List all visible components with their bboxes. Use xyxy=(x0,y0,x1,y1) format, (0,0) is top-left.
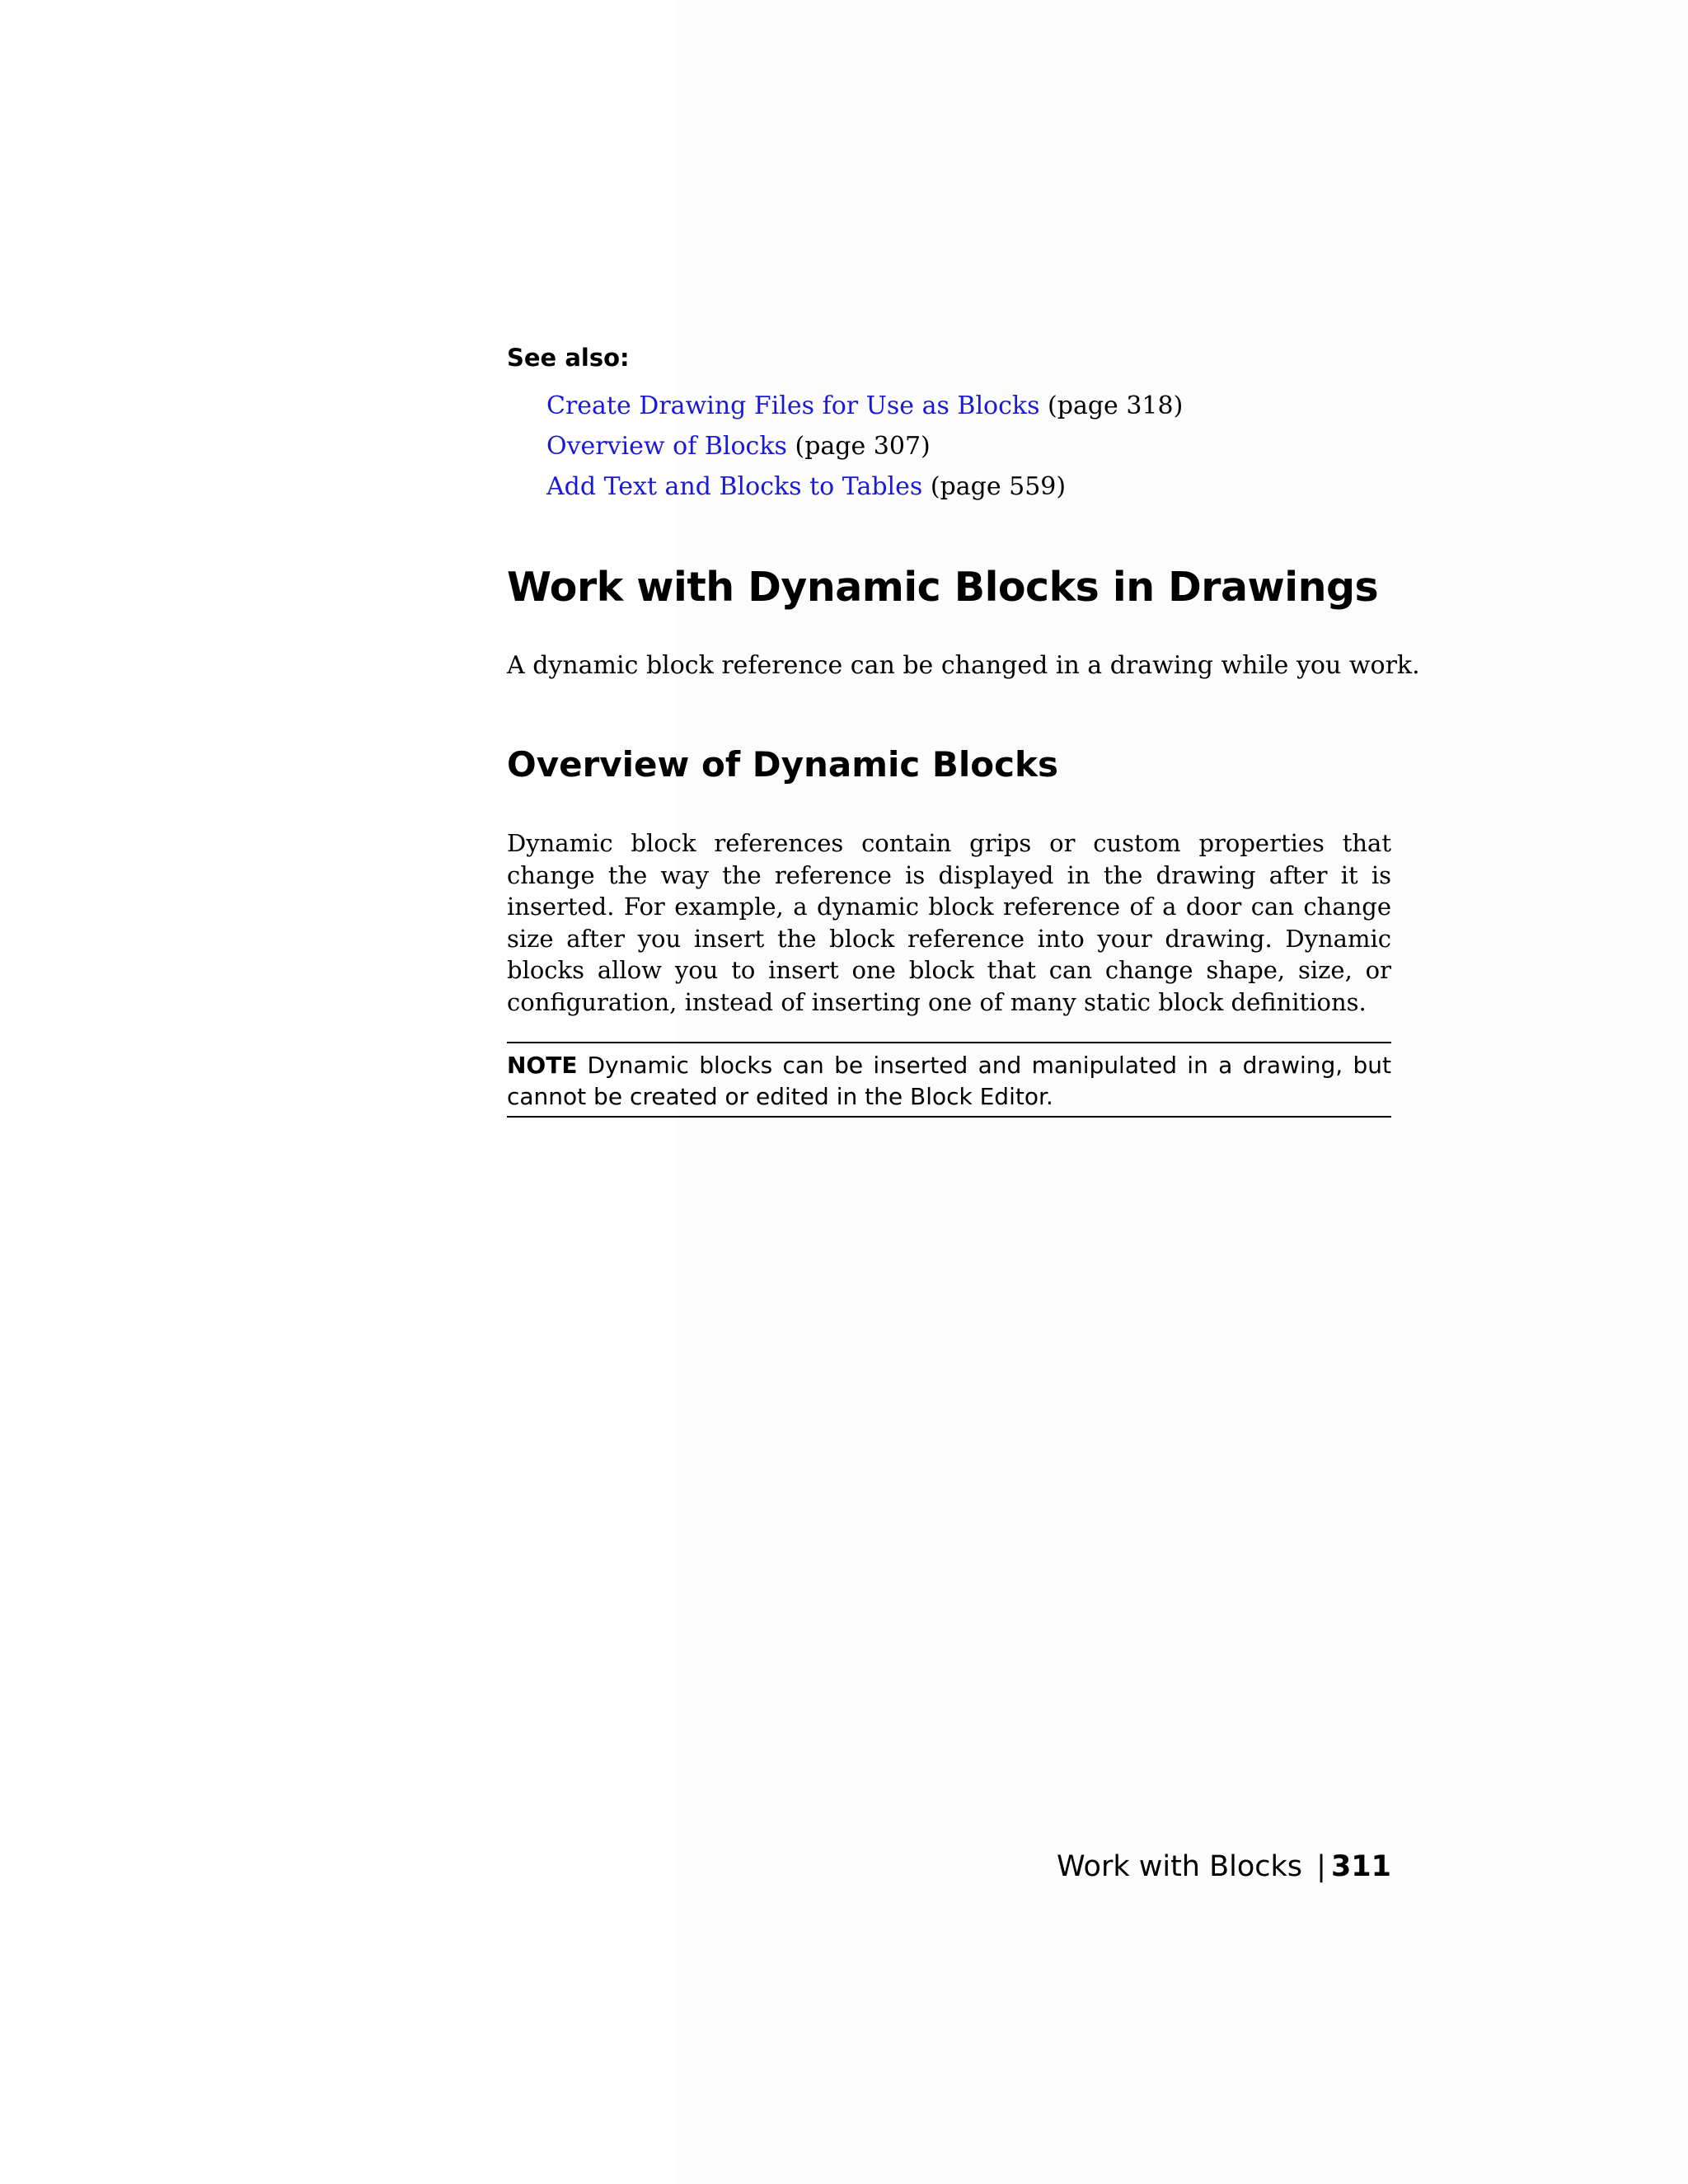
subsection-paragraph: Dynamic block references contain grips or custom properties that change the way the reference is displayed in the drawing after it is inserted. For example, a dynamic block reference of a door can change size after you insert the block reference into your drawing. Dynamic blocks allow you to insert one block that can change shape, size, or configuration, instead of inserting one of many static block definitions. xyxy=(507,829,1391,1016)
note-text-block xyxy=(507,1050,1391,1113)
section-intro: A dynamic block reference can be changed in a drawing while you work. xyxy=(507,651,1420,680)
page-ref: (page 318) xyxy=(1048,391,1184,420)
link-overview-of-blocks[interactable]: Overview of Blocks xyxy=(546,432,787,461)
link-add-text-and-blocks[interactable]: Add Text and Blocks to Tables xyxy=(546,472,923,501)
page-footer xyxy=(1057,1846,1391,1887)
see-also-item xyxy=(546,426,1183,466)
page-ref: (page 559) xyxy=(930,472,1067,501)
see-also-label: See also: xyxy=(507,344,630,372)
subsection-heading: Overview of Dynamic Blocks xyxy=(507,744,1058,785)
footer-separator: | xyxy=(1316,1850,1326,1883)
note-box xyxy=(507,1042,1391,1118)
footer-chapter: Work with Blocks xyxy=(1056,1850,1302,1883)
see-also-list xyxy=(546,386,1183,507)
see-also-item xyxy=(546,386,1183,426)
footer-page-number: 311 xyxy=(1330,1850,1391,1883)
note-text: Dynamic blocks can be inserted and manipulated in a drawing, but cannot be created or edited in the Block Editor. xyxy=(507,1052,1391,1110)
note-label: NOTE xyxy=(507,1052,578,1079)
section-heading: Work with Dynamic Blocks in Drawings xyxy=(507,564,1379,611)
link-create-drawing-files[interactable]: Create Drawing Files for Use as Blocks xyxy=(546,391,1040,420)
page-ref: (page 307) xyxy=(795,432,931,461)
see-also-item xyxy=(546,466,1183,507)
